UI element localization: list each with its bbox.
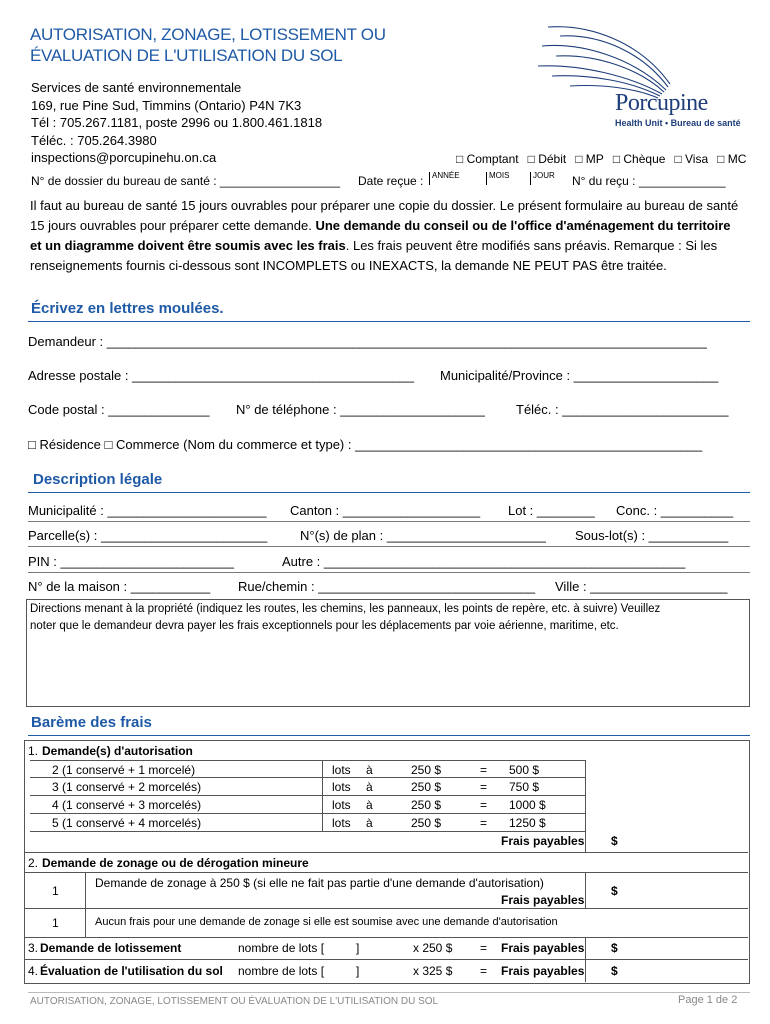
fee-sec3-lots-close: ] — [356, 941, 360, 955]
municipality-province-field[interactable]: Municipalité/Province : ____________________ — [440, 368, 719, 383]
city-field[interactable]: Ville : ___________________ — [555, 579, 728, 594]
fee-sec4-lots-label[interactable]: nombre de lots [ — [238, 964, 325, 978]
date-day[interactable]: JOUR — [533, 171, 555, 180]
fee-sec3-lots-label[interactable]: nombre de lots [ — [238, 941, 325, 955]
fee-sec4-payable-label: Frais payables — [501, 964, 585, 978]
fee-sec3-payable-label: Frais payables — [501, 941, 585, 955]
fee-row-desc: 3 (1 conservé + 2 morcelés) — [52, 780, 202, 794]
fax-field[interactable]: Téléc. : _______________________ — [516, 402, 729, 417]
payment-debit[interactable]: □ Débit — [527, 152, 567, 166]
zonage-payable-amount[interactable]: $ — [611, 884, 618, 898]
fee-row-price: 250 $ — [411, 763, 442, 777]
pin-field[interactable]: PIN : ________________________ — [28, 554, 235, 569]
postal-code-field[interactable]: Code postal : ______________ — [28, 402, 210, 417]
fee-sec1-num: 1. — [28, 744, 39, 758]
sub-lots-field[interactable]: Sous-lot(s) : ___________ — [575, 528, 729, 543]
payment-mp[interactable]: □ MP — [575, 152, 604, 166]
fee-row-total: 750 $ — [509, 780, 540, 794]
fee-row-lots: lots — [332, 780, 351, 794]
fee-row-price: 250 $ — [411, 780, 442, 794]
address-line-5: inspections@porcupinehu.on.ca — [31, 150, 217, 165]
payment-mc[interactable]: □ MC — [717, 152, 747, 166]
section-heading-legal: Description légale — [33, 471, 163, 488]
zonage-free-count: 1 — [52, 916, 59, 930]
date-divider — [486, 172, 487, 185]
fee-sec2-num: 2. — [28, 856, 39, 870]
receipt-number-field[interactable]: N° du reçu : _____________ — [572, 174, 726, 188]
fee-sec4-title: Évaluation de l'utilisation du sol — [40, 964, 223, 978]
parcels-field[interactable]: Parcelle(s) : _______________________ — [28, 528, 268, 543]
fee-row-a: à — [366, 798, 373, 812]
section-divider — [28, 321, 750, 322]
fee-grid-line — [24, 937, 748, 938]
directions-box[interactable] — [26, 599, 750, 707]
zonage-desc: Demande de zonage à 250 $ (si elle ne fait pas partie d'une demande d'autorisation) — [95, 876, 544, 890]
file-number-field[interactable]: N° de dossier du bureau de santé : __________________ — [31, 174, 341, 188]
fee-row-lots: lots — [332, 816, 351, 830]
fee-row-lots: lots — [332, 763, 351, 777]
fee-sec1-payable-label: Frais payables — [501, 834, 585, 848]
fee-row-eq: = — [480, 780, 488, 794]
legal-municipality-field[interactable]: Municipalité : ______________________ — [28, 503, 267, 518]
section-heading-fees: Barème des frais — [31, 714, 152, 731]
payment-visa[interactable]: □ Visa — [674, 152, 709, 166]
payment-comptant[interactable]: □ Comptant — [456, 152, 519, 166]
fee-sec3-eq: = — [480, 941, 488, 955]
intro-bold-text: Une demande du conseil ou de l'office d'aménagement du territoire et un diagramme doivent être soumis avec les frais — [30, 218, 731, 253]
fee-grid-line — [30, 831, 585, 832]
fee-sec4-eq: = — [480, 964, 488, 978]
intro-text: Il faut au bureau de santé 15 jours ouvrables pour préparer une copie du dossier. Le présent formulaire au bureau de santé 15 jours ouvrables pour préparer cette demande. — [30, 198, 739, 233]
row-divider — [28, 521, 750, 522]
fee-grid-line — [24, 852, 748, 853]
fee-grid-line — [585, 760, 586, 852]
fee-row-price: 250 $ — [411, 798, 442, 812]
phone-field[interactable]: N° de téléphone : ____________________ — [236, 402, 485, 417]
logo-name: Porcupine — [615, 90, 708, 116]
fee-row-price: 250 $ — [411, 816, 442, 830]
fee-row-eq: = — [480, 798, 488, 812]
payment-cheque[interactable]: □ Chèque — [612, 152, 666, 166]
address-line-1: Services de santé environnementale — [31, 80, 242, 95]
fee-row-desc: 4 (1 conservé + 3 morcelés) — [52, 798, 202, 812]
fee-row-total: 1000 $ — [509, 798, 546, 812]
fee-grid-line — [30, 795, 585, 796]
address-line-4: Téléc. : 705.264.3980 — [31, 132, 157, 148]
fee-sec3-num: 3. — [28, 941, 39, 955]
fee-sec3-payable-amount[interactable]: $ — [611, 941, 618, 955]
street-field[interactable]: Rue/chemin : ______________________________ — [238, 579, 536, 594]
fee-row-total: 1250 $ — [509, 816, 546, 830]
fee-row-eq: = — [480, 763, 488, 777]
fee-grid-line — [585, 937, 586, 982]
fee-grid-line — [30, 760, 585, 761]
logo — [530, 22, 755, 137]
demandeur-field[interactable]: Demandeur : ___________________________________________________________________________________ — [28, 334, 707, 349]
house-number-field[interactable]: N° de la maison : ___________ — [28, 579, 211, 594]
section-heading-print: Écrivez en lettres moulées. — [31, 300, 224, 317]
directions-text-2: noter que le demandeur devra payer les frais exceptionnels pour les déplacements par voie aérienne, maritime, etc. — [30, 620, 619, 632]
canton-field[interactable]: Canton : ___________________ — [290, 503, 481, 518]
mailing-address-field[interactable]: Adresse postale : _______________________________________ — [28, 368, 415, 383]
address-line-3: Tél : 705.267.1181, poste 2996 ou 1.800.461.1818 — [31, 115, 323, 130]
fee-sec4-rate: x 325 $ — [413, 964, 453, 978]
fee-row-desc: 2 (1 conservé + 1 morcelé) — [52, 763, 196, 777]
fee-row-eq: = — [480, 816, 488, 830]
lot-field[interactable]: Lot : ________ — [508, 503, 595, 518]
zonage-count: 1 — [52, 884, 59, 898]
date-year[interactable]: ANNÉE — [432, 171, 460, 180]
fee-row-desc: 5 (1 conservé + 4 morcelés) — [52, 816, 202, 830]
footer-divider — [28, 992, 750, 993]
directions-text-1: Directions menant à la propriété (indiquez les routes, les chemins, les panneaux, les points de repère, etc. à suivre) Veuillez — [30, 603, 661, 615]
fee-grid-line — [30, 777, 585, 778]
section-divider — [28, 735, 750, 736]
intro-text-end: . Les frais peuvent être modifiés sans préavis. Remarque : Si les renseignements fournis ci-dessous sont INCOMPLETS ou INEXACTS, la demande NE PEUT PAS être traitée. — [30, 238, 718, 273]
fee-row-total: 500 $ — [509, 763, 540, 777]
fee-sec3-rate: x 250 $ — [413, 941, 453, 955]
date-divider — [530, 172, 531, 185]
row-divider — [28, 572, 750, 573]
page-number: Page 1 de 2 — [678, 994, 738, 1006]
row-divider — [28, 546, 750, 547]
logo-tagline: Health Unit • Bureau de santé — [615, 118, 741, 128]
intro-paragraph — [30, 196, 740, 276]
fee-grid-line — [322, 760, 323, 831]
fee-sec1-payable-amount[interactable]: $ — [611, 834, 618, 848]
fee-grid-line — [30, 813, 585, 814]
other-field[interactable]: Autre : __________________________________________________ — [282, 554, 686, 569]
form-title-line2: ÉVALUATION DE L'UTILISATION DU SOL — [30, 46, 343, 65]
fee-row-a: à — [366, 780, 373, 794]
plan-number-field[interactable]: N°(s) de plan : ______________________ — [300, 528, 546, 543]
fee-grid-line — [24, 959, 748, 960]
fee-grid-line — [24, 908, 748, 909]
zonage-payable-label: Frais payables — [501, 893, 585, 907]
form-title-line1: AUTORISATION, ZONAGE, LOTISSEMENT OU — [30, 25, 386, 44]
fee-sec4-num: 4. — [28, 964, 39, 978]
fee-sec3-title: Demande de lotissement — [40, 941, 182, 955]
fee-sec2-title: Demande de zonage ou de dérogation mineure — [42, 856, 309, 870]
footer-title: AUTORISATION, ZONAGE, LOTISSEMENT OU ÉVALUATION DE L'UTILISATION DU SOL — [30, 996, 439, 1007]
residence-commerce-field[interactable]: □ Résidence □ Commerce (Nom du commerce et type) : ________________________________________________ — [28, 437, 703, 452]
date-divider — [429, 172, 430, 185]
fee-grid-line — [85, 872, 86, 938]
zonage-free-desc: Aucun frais pour une demande de zonage si elle est soumise avec une demande d'autorisation — [95, 916, 558, 928]
address-line-2: 169, rue Pine Sud, Timmins (Ontario) P4N 7K3 — [31, 97, 302, 113]
fee-grid-line — [585, 872, 586, 908]
date-received-label: Date reçue : — [358, 174, 424, 188]
fee-row-a: à — [366, 816, 373, 830]
fee-row-a: à — [366, 763, 373, 777]
fee-sec1-title: Demande(s) d'autorisation — [42, 744, 193, 758]
payment-options — [456, 152, 746, 166]
fee-grid-line — [24, 872, 748, 873]
date-month[interactable]: MOIS — [489, 171, 510, 180]
fee-sec4-payable-amount[interactable]: $ — [611, 964, 618, 978]
fee-sec4-lots-close: ] — [356, 964, 360, 978]
concession-field[interactable]: Conc. : __________ — [616, 503, 734, 518]
fee-row-lots: lots — [332, 798, 351, 812]
section-divider — [28, 492, 750, 493]
